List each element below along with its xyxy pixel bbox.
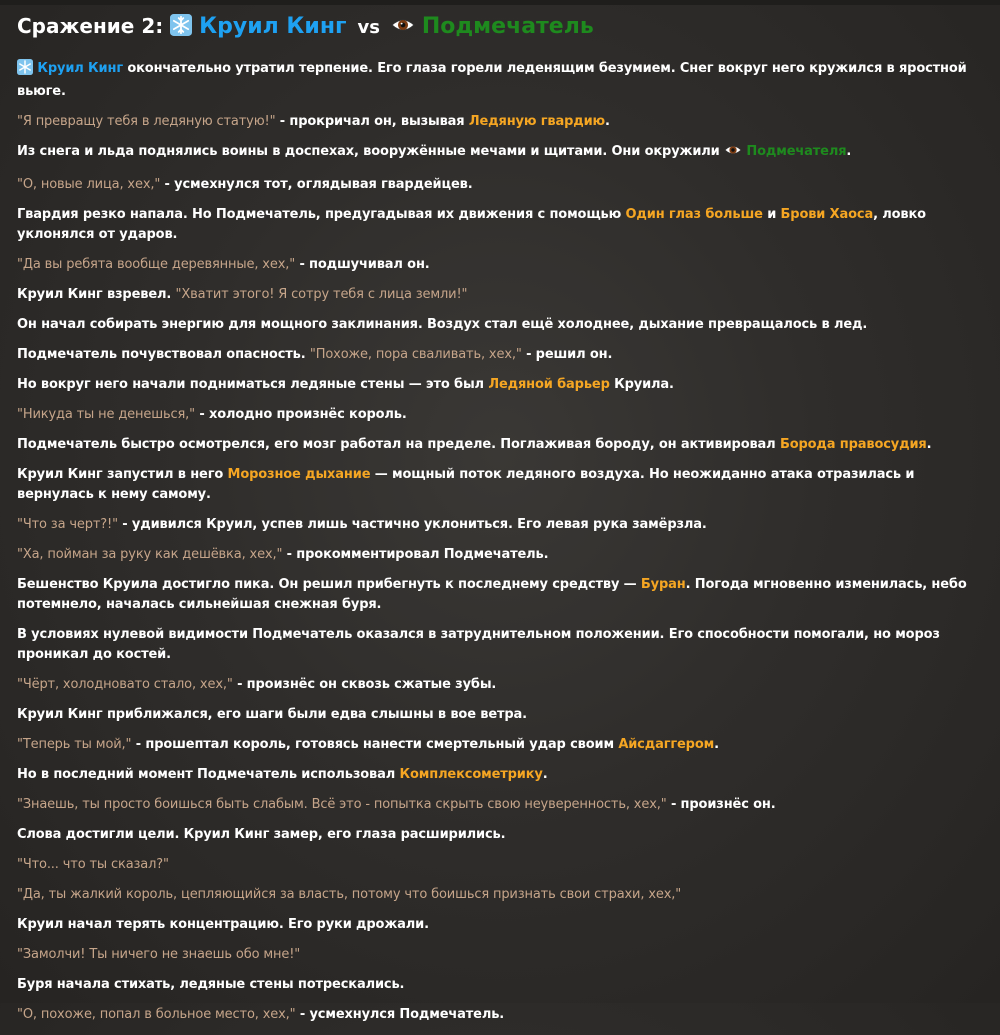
quote: "Чёрт, холодновато стало, хех," (17, 677, 233, 692)
story-line-3 (17, 142, 977, 165)
ability-name: Один глаз больше (625, 207, 763, 222)
quote: "Замолчи! Ты ничего не знаешь обо мне!" (17, 947, 301, 962)
vs-label: vs (357, 17, 380, 38)
fighter1-mention: Круил Кинг (37, 61, 123, 76)
ability-name: Буран (640, 577, 686, 592)
quote: "О, новые лица, хех," (17, 177, 161, 192)
quote: "Хватит этого! Я сотру тебя с лица земли!" (175, 287, 468, 302)
narration-end: . Погода мгновенно изменилась, небо потемнело, началась сильнейшая снежная буря. (17, 577, 967, 612)
narration: - прокричал он, вызывая (275, 114, 469, 129)
narration: и (762, 207, 781, 222)
ability-name: Борода правосудия (779, 437, 927, 452)
narration-end: . (605, 114, 610, 129)
story-line-24 (17, 855, 977, 875)
narration: В условиях нулевой видимости Подмечатель оказался в затруднительном положении. Его способности помогали, но мороз проникал до костей. (17, 627, 940, 662)
ability-name: Айсдаггером (618, 737, 715, 752)
quote: "Никуда ты не денешься," (17, 407, 195, 422)
quote: "Что за черт?!" (17, 517, 118, 532)
ability-name: Ледяной барьер (488, 377, 610, 392)
battle-number: Сражение 2: (17, 14, 164, 38)
narration: - прошептал король, готовясь нанести смертельный удар своим (131, 737, 619, 752)
battle-log (17, 10, 977, 1035)
story-line-18 (17, 675, 977, 695)
narration-end: Круила. (609, 377, 674, 392)
narration-end: , ловко уклонялся от ударов. (17, 207, 926, 242)
story-line-22 (17, 795, 977, 815)
story-line-4 (17, 175, 977, 195)
fighter1-name: Круил Кинг (199, 14, 347, 39)
ability-name: Морозное дыхание (227, 467, 371, 482)
narration: Но в последний момент Подмечатель использовал (17, 767, 400, 782)
narration: - усмехнулся Подмечатель. (295, 1007, 505, 1022)
narration: - прокомментировал Подмечатель. (282, 547, 549, 562)
narration: Слова достигли цели. Круил Кинг замер, его глаза расширились. (17, 827, 506, 842)
story-line-16 (17, 575, 977, 615)
narration: Он начал собирать энергию для мощного заклинания. Воздух стал ещё холоднее, дыхание превращалось в лед. (17, 317, 868, 332)
narration: Круил Кинг запустил в него (17, 467, 228, 482)
story-line-13 (17, 465, 977, 505)
eye-icon (391, 13, 415, 45)
ability-name: Брови Хаоса (780, 207, 874, 222)
story-line-28 (17, 975, 977, 995)
narration: Бешенство Круила достигло пика. Он решил прибегнуть к последнему средству — (17, 577, 641, 592)
quote: "Теперь ты мой," (17, 737, 132, 752)
narration: - холодно произнёс король. (194, 407, 407, 422)
story-line-21 (17, 765, 977, 785)
narration-end: . (542, 767, 548, 782)
narration: Круил Кинг взревел. (17, 287, 176, 302)
narration: - произнёс он сквозь сжатые зубы. (232, 677, 497, 692)
fighter2-name: Подмечатель (421, 14, 594, 39)
narration: Круил начал терять концентрацию. Его руки дрожали. (17, 917, 429, 932)
story-line-9 (17, 345, 977, 365)
narration-end: - решил он. (521, 347, 613, 362)
narration-end: . (846, 144, 852, 159)
quote: "Знаешь, ты просто боишься быть слабым. Всё это - попытка скрыть свою неуверенность, хех," (17, 797, 667, 812)
story-line-20 (17, 735, 977, 755)
quote: "Похоже, пора сваливать, хех," (309, 347, 522, 362)
narration: окончательно утратил терпение. Его глаза горели леденящим безумием. Снег вокруг него кружился в яростной вьюге. (17, 61, 967, 99)
story-line-17 (17, 625, 977, 665)
narration: Но вокруг него начали подниматься ледяные стены — это был (17, 377, 489, 392)
narration: - удивился Круил, успев лишь частично уклониться. Его левая рука замёрзла. (117, 517, 707, 532)
quote: "Да вы ребята вообще деревянные, хех," (17, 257, 296, 272)
story-line-23 (17, 825, 977, 845)
narration: Буря начала стихать, ледяные стены потрескались. (17, 977, 405, 992)
narration: - произнёс он. (666, 797, 776, 812)
story-line-8 (17, 315, 977, 335)
narration: Круил Кинг приближался, его шаги были едва слышны в вое ветра. (17, 707, 527, 722)
narration-end: . (714, 737, 719, 752)
story-line-14 (17, 515, 977, 535)
story-line-26 (17, 915, 977, 935)
story-line-27 (17, 945, 977, 965)
story-line-6 (17, 255, 977, 275)
snowflake-icon (17, 59, 33, 82)
narration: Подмечатель быстро осмотрелся, его мозг работал на пределе. Поглаживая бороду, он активировал (17, 437, 780, 452)
quote: "Ха, пойман за руку как дешёвка, хех," (17, 547, 283, 562)
story-line-11 (17, 405, 977, 425)
quote: "О, похоже, попал в больное место, хех," (17, 1007, 296, 1022)
story-line-15 (17, 545, 977, 565)
ability-name: Комплексометрику (399, 767, 543, 782)
narration-end: — мощный поток ледяного воздуха. Но неожиданно атака отразилась и вернулась к нему самому. (17, 467, 915, 502)
story-line-29 (17, 1005, 977, 1025)
story-line-10 (17, 375, 977, 395)
story-line-1 (17, 59, 977, 102)
narration: - усмехнулся тот, оглядывая гвардейцев. (160, 177, 473, 192)
eye-icon (724, 142, 742, 165)
story-line-5 (17, 205, 977, 245)
quote: "Я превращу тебя в ледяную статую!" (17, 114, 276, 129)
fighter2-mention: Подмечателя (746, 144, 847, 159)
quote: "Да, ты жалкий король, цепляющийся за власть, потому что боишься признать свои страхи, хех," (17, 887, 682, 902)
narration: - подшучивал он. (295, 257, 430, 272)
narration-end: . (926, 437, 932, 452)
battle-title (17, 10, 977, 45)
story-line-7 (17, 285, 977, 305)
top-strip (0, 0, 1000, 5)
snowflake-icon (170, 13, 192, 45)
ability-name: Ледяную гвардию (468, 114, 606, 129)
story-line-2 (17, 112, 977, 132)
narration: Подмечатель почувствовал опасность. (17, 347, 310, 362)
narration: Из снега и льда поднялись воины в доспехах, вооружённые мечами и щитами. Они окружили (17, 144, 724, 159)
story-line-25 (17, 885, 977, 905)
story-line-19 (17, 705, 977, 725)
narration: Гвардия резко напала. Но Подмечатель, предугадывая их движения с помощью (17, 207, 626, 222)
story-line-12 (17, 435, 977, 455)
quote: "Что... что ты сказал?" (17, 857, 169, 872)
